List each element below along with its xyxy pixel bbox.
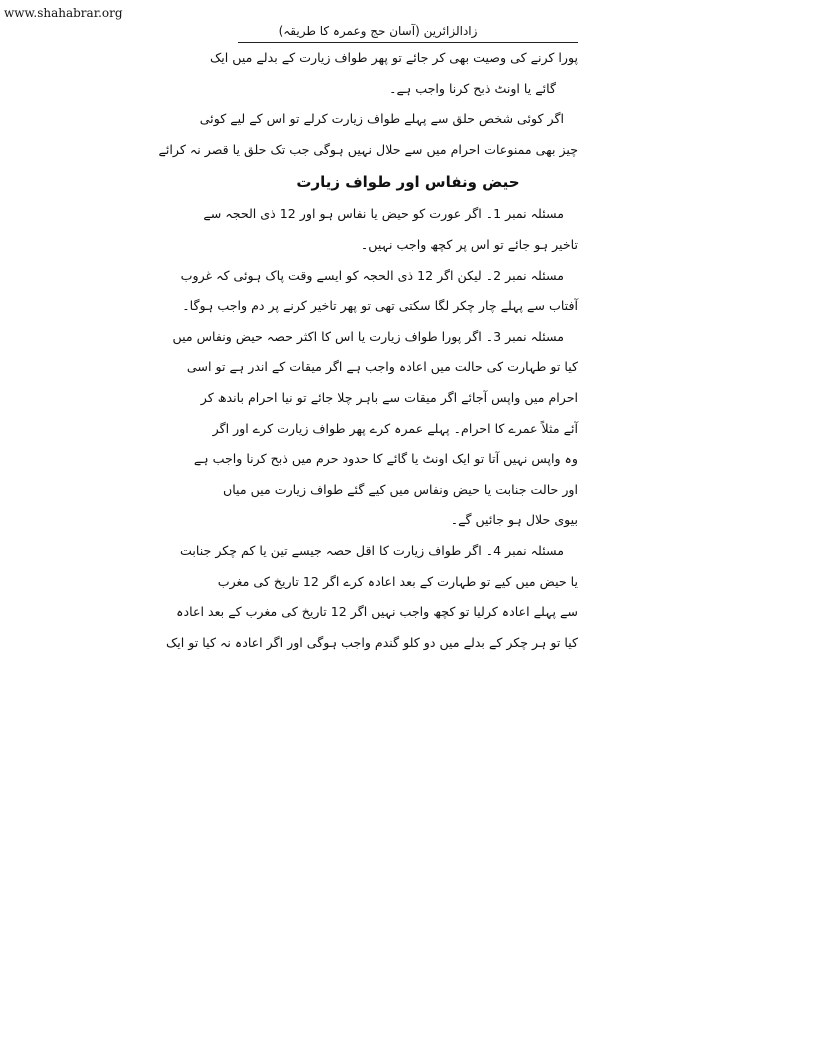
text-line: کیا تو ہر چکر کے بدلے میں دو کلو گندم واجب ہوگی اور اگر اعادہ نہ کیا تو ایک bbox=[166, 634, 578, 650]
text-line: مسئلہ نمبر 3۔ اگر پورا طواف زیارت یا اس کا اکثر حصہ حیض ونفاس میں bbox=[172, 328, 564, 344]
text-line: احرام میں واپس آجائے اگر میقات سے باہر چلا جائے تو نیا احرام باندھ کر bbox=[200, 389, 578, 405]
masala-2 bbox=[180, 261, 578, 322]
intro-paragraph bbox=[158, 43, 578, 165]
text-line: یا حیض میں کیے تو طہارت کے بعد اعادہ کرے اگر 12 تاریخ کی مغرب bbox=[217, 573, 578, 589]
text-line: آفتاب سے پہلے چار چکر لگا سکتی تھی تو پھر تاخیر کرنے پر دم واجب ہوگا۔ bbox=[182, 298, 578, 314]
text-line: وہ واپس نہیں آتا تو ایک اونٹ یا گائے کا حدود حرم میں ذبح کرنا واجب ہے bbox=[193, 451, 578, 467]
section-heading: حیض ونفاس اور طواف زیارت bbox=[296, 173, 520, 192]
running-header: زادالزائرین (آسان حج وعمرہ کا طریقہ) bbox=[238, 20, 578, 43]
text-line: اور حالت جنابت یا حیض ونفاس میں کیے گئے طواف زیارت میں میاں bbox=[222, 481, 578, 497]
text-line: مسئلہ نمبر 4۔ اگر طواف زیارت کا اقل حصہ جیسے تین یا کم چکر جنابت bbox=[180, 542, 564, 558]
text-line: مسئلہ نمبر 2۔ لیکن اگر 12 ذی الحجہ کو ایسے وقت پاک ہوئی کہ غروب bbox=[180, 267, 564, 283]
text-line: پورا کرنے کی وصیت بھی کر جائے تو پھر طواف زیارت کے بدلے میں ایک bbox=[210, 50, 578, 65]
text-line: آئے مثلاً عمرے کا احرام۔ پہلے عمرہ کرے پھر طواف زیارت کرے اور اگر bbox=[212, 420, 578, 436]
text-line: اگر کوئی شخص حلق سے پہلے طواف زیارت کرلے تو اس کے لیے کوئی bbox=[199, 111, 564, 127]
text-line: بیوی حلال ہو جائیں گے۔ bbox=[450, 512, 578, 528]
text-line: چیز بھی ممنوعات احرام میں سے حلال نہیں ہوگی جب تک حلق یا قصر نہ کرائے bbox=[158, 141, 578, 157]
text-line: تاخیر ہو جائے تو اس پر کچھ واجب نہیں۔ bbox=[360, 236, 578, 252]
masala-3 bbox=[172, 322, 578, 536]
text-line: مسئلہ نمبر 1۔ اگر عورت کو حیض یا نفاس ہو اور 12 ذی الحجہ سے bbox=[203, 206, 564, 222]
masala-1 bbox=[203, 199, 578, 260]
text-line: کیا تو طہارت کی حالت میں اعادہ واجب ہے اگر میقات کے اندر ہے تو اسی bbox=[186, 359, 578, 375]
text-line: گائے یا اونٹ ذبح کرنا واجب ہے۔ bbox=[389, 80, 556, 96]
book-page bbox=[158, 20, 578, 658]
text-line: سے پہلے اعادہ کرلیا تو کچھ واجب نہیں اگر 12 تاریخ کی مغرب کے بعد اعادہ bbox=[176, 604, 578, 620]
site-url: www.shahabrar.org bbox=[4, 6, 123, 20]
page-body bbox=[158, 43, 578, 658]
masala-4 bbox=[166, 536, 578, 658]
